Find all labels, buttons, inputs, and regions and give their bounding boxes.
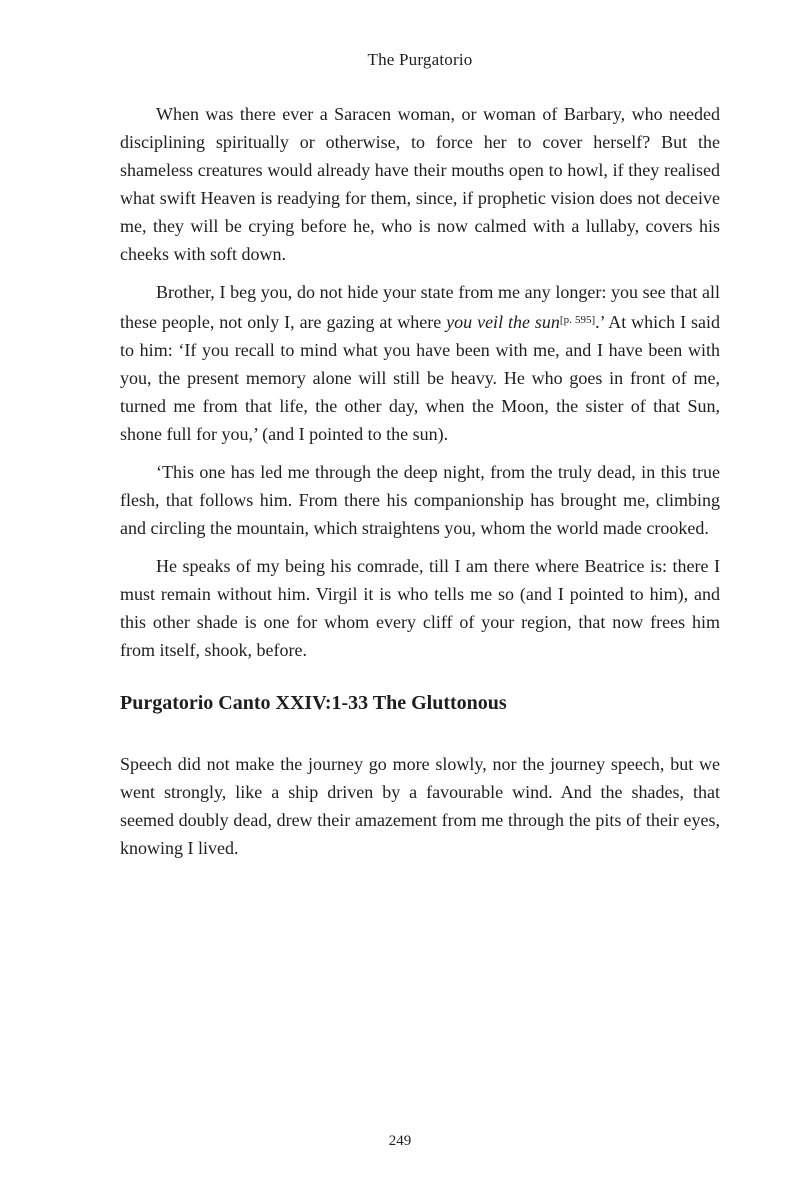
page-content xyxy=(120,100,720,872)
body-paragraph-3: ‘This one has led me through the deep night, from the truly dead, in this true flesh, that follows him. From there his companionship has brought me, climbing and circling the mountain, which straightens you, whom the world made crooked. xyxy=(120,462,720,538)
body-paragraph-5: Speech did not make the journey go more slowly, nor the journey speech, but we went strongly, like a ship driven by a favourable wind. And the shades, that seemed doubly dead, drew their amazement from me through the pits of their eyes, knowing I lived. xyxy=(120,754,720,858)
paragraph-2-tail: .’ At which I said to him: ‘If you recall to mind what you have been with me, and I have been with you, the present memory alone will still be heavy. He who goes in front of me, turned me from that life, the other day, when the Moon, the sister of that Sun, shone full for you,’ (and I pointed to the sun). xyxy=(120,312,720,444)
page-number: 249 xyxy=(388,1133,412,1149)
paragraph-2-lead: Brother, I beg you, do not hide your state from me any longer: you see that all these people, not only I, are gazing at where xyxy=(120,282,720,332)
body-paragraph-4: He speaks of my being his comrade, till I am there where Beatrice is: there I must remain without him. Virgil it is who tells me so (and I pointed to him), and this other shade is one for whom every cliff of your region, that now frees him from itself, shook, before. xyxy=(120,556,720,660)
running-head: The Purgatorio xyxy=(367,50,473,69)
body-paragraph-1: When was there ever a Saracen woman, or woman of Barbary, who needed disciplining spiritually or otherwise, to force her to cover herself? But the shameless creatures would already have their mouths open to howl, if they realised what swift Heaven is readying for them, since, if prophetic vision does not deceive me, they will be crying before he, who is now calmed with a lullaby, covers his cheeks with soft down. xyxy=(120,104,720,264)
paragraph-2-italic-phrase: you veil the sun xyxy=(446,312,560,332)
page-reference: [p. 595] xyxy=(559,314,596,326)
section-heading: Purgatorio Canto XXIV:1-33 The Gluttonous xyxy=(120,692,507,714)
body-paragraph-2 xyxy=(120,278,720,448)
